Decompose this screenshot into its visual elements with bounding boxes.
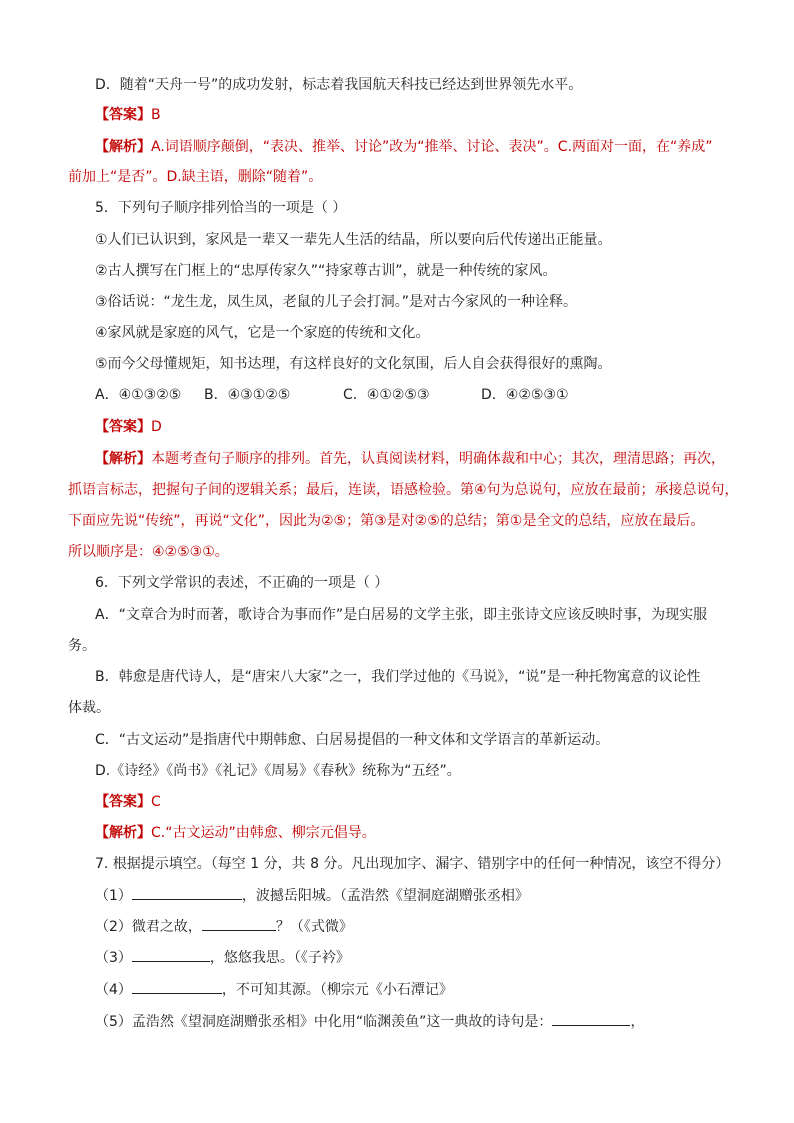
- q7-item: [95, 916, 353, 937]
- q4-answer: [95, 105, 161, 125]
- q6-option-b-cont: 体裁。: [68, 700, 110, 716]
- answer-value: B: [151, 107, 161, 123]
- q5-sentence: ③俗话说：“龙生龙，凤生凤，老鼠的儿子会打洞。”是对古今家风的一种诠释。: [95, 294, 578, 310]
- q6-option-b: B．韩愈是唐代诗人，是“唐宋八大家”之一，我们学过他的《马说》，“说”是一种托物寓意的议论性: [95, 669, 701, 685]
- item-number: （3）: [95, 950, 132, 966]
- item-text: 微君之故，: [131, 919, 202, 935]
- q6-option-d: D.《诗经》《尚书》《礼记》《周易》《春秋》统称为“五经”。: [95, 763, 461, 779]
- q6-analysis-line: [95, 823, 376, 843]
- q5-sentence: ②古人撰写在门框上的“忠厚传家久”“持家尊古训”，就是一种传统的家风。: [95, 263, 557, 279]
- analysis-tag: 【解析】: [95, 451, 151, 467]
- q5-option-b: B．④③①②⑤: [204, 387, 291, 403]
- analysis-text: 本题考查句子顺序的排列。首先，认真阅读材料，明确体裁和中心；其次，理清思路；再次，: [151, 451, 725, 467]
- q6-option-a-cont: 务。: [68, 638, 96, 654]
- analysis-tag: 【解析】: [95, 139, 151, 155]
- q5-sentence: ①人们已认识到，家风是一辈又一辈先人生活的结晶，所以要向后代传递出正能量。: [95, 232, 612, 248]
- q6-answer: [95, 792, 161, 812]
- q5-analysis-line: [95, 449, 725, 469]
- fill-blank[interactable]: [132, 979, 222, 994]
- q5-sentence: ⑤而今父母懂规矩，知书达理，有这样良好的文化氛围，后人自会获得很好的熏陶。: [95, 356, 612, 372]
- item-text: 孟浩然《望洞庭湖赠张丞相》中化用“临渊羡鱼”这一典故的诗句是：: [131, 1014, 553, 1030]
- q7-item: [95, 947, 350, 968]
- analysis-text: C.“古文运动”由韩愈、柳宗元倡导。: [151, 825, 376, 841]
- q5-option-d: D．④②⑤③①: [481, 387, 569, 403]
- item-number: （4）: [95, 982, 132, 998]
- q7-item: [95, 979, 453, 1000]
- q5-stem: 5．下列句子顺序排列恰当的一项是（ ）: [95, 200, 347, 216]
- answer-value: C: [151, 794, 161, 810]
- q6-stem: 6．下列文学常识的表述，不正确的一项是（ ）: [95, 575, 389, 591]
- item-text: ，: [630, 1014, 645, 1030]
- item-number: （2）: [95, 919, 132, 935]
- q4-option-d: D．随着“天舟一号”的成功发射，标志着我国航天科技已经达到世界领先水平。: [95, 77, 583, 93]
- item-number: （5）: [95, 1014, 132, 1030]
- q5-analysis-line: 抓语言标志，把握句子间的逻辑关系；最后，连读，语感检验。第④句为总说句，应放在最前；承接总说句，: [68, 482, 739, 498]
- answer-tag: 【答案】: [95, 794, 151, 810]
- answer-tag: 【答案】: [95, 107, 151, 123]
- fill-blank[interactable]: [202, 916, 276, 931]
- q5-analysis-line: 所以顺序是：④②⑤③①。: [68, 544, 229, 560]
- item-number: （1）: [95, 888, 132, 904]
- q6-option-a: A．“文章合为时而著，歌诗合为事而作”是白居易的文学主张，即主张诗文应该反映时事，为现实服: [95, 607, 708, 623]
- q5-sentence: ④家风就是家庭的风气，它是一个家庭的传统和文化。: [95, 325, 430, 341]
- q7-item: [95, 885, 529, 906]
- q5-answer: [95, 417, 162, 437]
- fill-blank[interactable]: [132, 885, 242, 900]
- item-text: ，波撼岳阳城。（孟浩然《望洞庭湖赠张丞相》: [241, 888, 529, 904]
- answer-tag: 【答案】: [95, 419, 151, 435]
- analysis-tag: 【解析】: [95, 825, 151, 841]
- item-text: ，不可知其源。（柳宗元《小石潭记》: [221, 982, 453, 998]
- answer-value: D: [151, 419, 162, 435]
- q5-option-a: A．④①③②⑤: [95, 387, 182, 403]
- q4-analysis-line: 前加上“是否”。D.缺主语，删除“随着”。: [68, 169, 323, 185]
- q5-option-c: C．④①②⑤③: [343, 387, 430, 403]
- q6-option-c: C．“古文运动”是指唐代中期韩愈、白居易提倡的一种文体和文学语言的革新运动。: [95, 732, 610, 748]
- item-text: ，悠悠我思。（《子衿》: [209, 950, 350, 966]
- analysis-text: A.词语顺序颠倒，“表决、推举、讨论”改为“推举、讨论、表决”。C.两面对一面，在“养成”: [151, 139, 713, 155]
- item-text: ？（《式微》: [275, 919, 353, 935]
- q7-stem: 7. 根据提示填空。（每空 1 分，共 8 分。凡出现加字、漏字、错别字中的任何一种情况，该空不得分）: [95, 856, 730, 872]
- fill-blank[interactable]: [132, 947, 210, 962]
- q4-analysis-line: [95, 137, 713, 157]
- q7-item: [95, 1011, 644, 1032]
- fill-blank[interactable]: [552, 1011, 630, 1026]
- q5-analysis-line: 下面应先说“传统”，再说“文化”，因此为②⑤；第③是对②⑤的总结；第①是全文的总结，应放在最后。: [68, 513, 705, 529]
